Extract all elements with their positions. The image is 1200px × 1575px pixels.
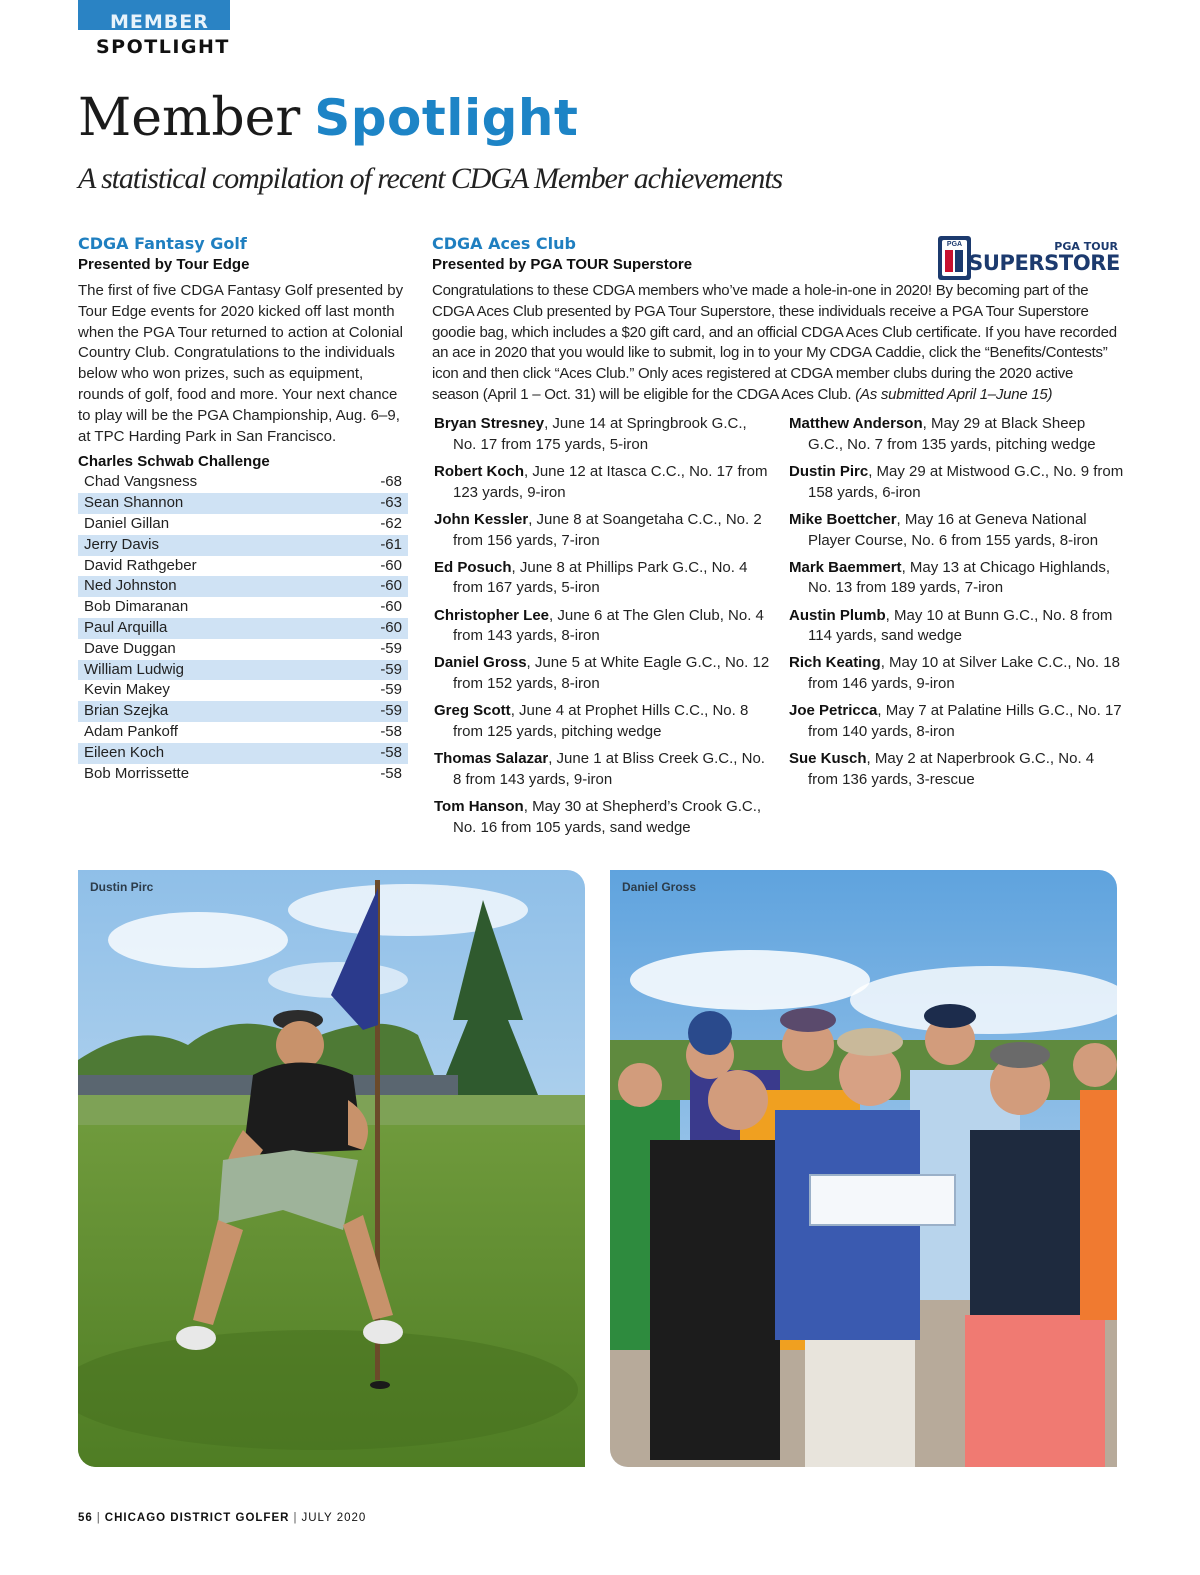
list-item bbox=[434, 749, 774, 791]
list-item bbox=[434, 606, 774, 648]
table-row bbox=[78, 618, 408, 639]
player-score: -60 bbox=[380, 618, 402, 636]
page-title bbox=[78, 88, 578, 148]
player-score: -58 bbox=[380, 722, 402, 740]
player-name: Bob Morrissette bbox=[84, 764, 190, 782]
ace-name: Dustin Pirc bbox=[789, 462, 869, 480]
player-name: Ned Johnston bbox=[84, 577, 177, 595]
aces-club-title: CDGA Aces Club bbox=[432, 234, 576, 253]
list-item bbox=[434, 558, 774, 600]
aces-column-1 bbox=[434, 414, 774, 845]
player-score: -59 bbox=[380, 639, 402, 657]
photo-daniel-gross bbox=[610, 870, 1117, 1467]
ace-detail: , June 5 at White Eagle G.C., No. 12 from 152 yards, 8-iron bbox=[453, 654, 770, 693]
title-part-member: Member bbox=[78, 88, 301, 148]
player-name: David Rathgeber bbox=[84, 556, 197, 574]
photo-group-certificate bbox=[610, 870, 1117, 1467]
player-name: Sean Shannon bbox=[84, 494, 184, 512]
ace-detail: , June 1 at Bliss Creek G.C., No. 8 from 143 yards, 9-iron bbox=[453, 750, 765, 789]
player-name: Jerry Davis bbox=[84, 535, 160, 553]
photo-caption-1: Dustin Pirc bbox=[90, 880, 154, 894]
logo-text-superstore: SUPERSTORE bbox=[968, 251, 1120, 275]
list-item bbox=[789, 558, 1124, 600]
ace-detail: , June 8 at Phillips Park G.C., No. 4 from 167 yards, 5-iron bbox=[453, 558, 748, 597]
player-name: Paul Arquilla bbox=[84, 618, 168, 636]
ace-detail: , May 10 at Bunn G.C., No. 8 from 114 yards, sand wedge bbox=[808, 606, 1113, 645]
player-score: -59 bbox=[380, 660, 402, 678]
logo-text-pga-tour: PGA TOUR bbox=[1054, 240, 1118, 253]
player-name: Adam Pankoff bbox=[84, 722, 178, 740]
photo-caption-2: Daniel Gross bbox=[622, 880, 697, 894]
ace-name: Mike Boettcher bbox=[789, 510, 897, 528]
player-name: Daniel Gillan bbox=[84, 514, 170, 532]
section-tag-line2: SPOTLIGHT bbox=[96, 36, 230, 58]
page-subtitle: A statistical compilation of recent CDGA Member achievements bbox=[78, 162, 783, 195]
section-tag-line1: MEMBER bbox=[110, 11, 209, 33]
fantasy-golf-title: CDGA Fantasy Golf bbox=[78, 234, 247, 253]
player-score: -59 bbox=[380, 681, 402, 699]
ace-name: Daniel Gross bbox=[434, 654, 527, 672]
ace-name: Robert Koch bbox=[434, 462, 524, 480]
player-name: Bob Dimaranan bbox=[84, 598, 189, 616]
player-score: -60 bbox=[380, 598, 402, 616]
ace-detail: , June 14 at Springbrook G.C., No. 17 from 175 yards, 5-iron bbox=[453, 415, 747, 453]
ace-detail: , May 30 at Shepherd’s Crook G.C., No. 16 from 105 yards, sand wedge bbox=[453, 798, 762, 836]
player-score: -60 bbox=[380, 577, 402, 595]
table-row bbox=[78, 743, 408, 764]
ace-name: Matthew Anderson bbox=[789, 415, 923, 432]
challenge-title: Charles Schwab Challenge bbox=[78, 453, 270, 471]
player-name: Chad Vangsness bbox=[84, 473, 198, 491]
table-row bbox=[78, 701, 408, 722]
ace-name: Ed Posuch bbox=[434, 558, 512, 576]
list-item bbox=[434, 701, 774, 743]
player-name: Brian Szejka bbox=[84, 702, 169, 720]
ace-name: Bryan Stresney bbox=[434, 415, 545, 432]
ace-detail: , May 29 at Black Sheep G.C., No. 7 from 135 yards, pitching wedge bbox=[808, 415, 1096, 453]
table-row bbox=[78, 472, 408, 493]
list-item bbox=[789, 510, 1124, 552]
table-row bbox=[78, 493, 408, 514]
ace-name: Thomas Salazar bbox=[434, 750, 549, 768]
player-score: -58 bbox=[380, 764, 402, 782]
results-table bbox=[78, 472, 408, 784]
ace-name: Austin Plumb bbox=[789, 606, 886, 624]
photo-dustin-pirc bbox=[78, 870, 585, 1467]
ace-detail: , June 4 at Prophet Hills C.C., No. 8 from 125 yards, pitching wedge bbox=[453, 702, 749, 741]
list-item bbox=[434, 797, 774, 839]
list-item bbox=[789, 653, 1124, 695]
ace-detail: , May 2 at Naperbrook G.C., No. 4 from 136 yards, 3-rescue bbox=[808, 750, 1095, 789]
table-row bbox=[78, 576, 408, 597]
ace-detail: , June 6 at The Glen Club, No. 4 from 143 yards, 8-iron bbox=[453, 606, 764, 645]
fantasy-golf-section bbox=[78, 234, 408, 784]
player-name: Dave Duggan bbox=[84, 639, 176, 657]
ace-detail: , May 10 at Silver Lake C.C., No. 18 from 146 yards, 9-iron bbox=[808, 654, 1120, 693]
list-item bbox=[434, 510, 774, 552]
player-name: William Ludwig bbox=[84, 660, 185, 678]
ace-name: John Kessler bbox=[434, 510, 529, 528]
list-item bbox=[789, 749, 1124, 791]
player-name: Kevin Makey bbox=[84, 681, 170, 699]
player-name: Eileen Koch bbox=[84, 743, 165, 761]
ace-name: Greg Scott bbox=[434, 702, 511, 720]
ace-name: Joe Petricca bbox=[789, 702, 878, 720]
section-tag-banner bbox=[78, 0, 230, 33]
list-item bbox=[434, 462, 774, 504]
ace-detail: , June 8 at Soangetaha C.C., No. 2 from 156 yards, 7-iron bbox=[453, 510, 762, 549]
player-score: -63 bbox=[380, 494, 402, 512]
player-score: -61 bbox=[380, 535, 402, 553]
player-score: -62 bbox=[380, 514, 402, 532]
table-row bbox=[78, 764, 408, 785]
aces-column-2 bbox=[789, 414, 1124, 797]
pga-shield-text: PGA bbox=[946, 241, 963, 248]
list-item bbox=[789, 701, 1124, 743]
ace-name: Sue Kusch bbox=[789, 750, 867, 768]
fantasy-golf-sponsor: Presented by Tour Edge bbox=[78, 256, 250, 273]
table-row bbox=[78, 639, 408, 660]
table-row bbox=[78, 660, 408, 681]
player-score: -58 bbox=[380, 743, 402, 761]
ace-name: Mark Baemmert bbox=[789, 558, 902, 576]
ace-detail: , May 16 at Geneva National Player Course, No. 6 from 155 yards, 8-iron bbox=[808, 510, 1099, 549]
ace-detail: , May 7 at Palatine Hills G.C., No. 17 from 140 yards, 8-iron bbox=[808, 702, 1122, 741]
list-item bbox=[789, 462, 1124, 504]
player-score: -59 bbox=[380, 702, 402, 720]
page-footer: 56 | CHICAGO DISTRICT GOLFER | JULY 2020 bbox=[78, 1512, 367, 1524]
ace-detail: , June 12 at Itasca C.C., No. 17 from 123 yards, 9-iron bbox=[453, 462, 768, 501]
pga-shield-icon bbox=[938, 236, 971, 280]
list-item bbox=[434, 653, 774, 695]
issue-date: JULY 2020 bbox=[301, 1512, 367, 1524]
table-row bbox=[78, 514, 408, 535]
ace-name: Rich Keating bbox=[789, 654, 881, 672]
page-number: 56 bbox=[78, 1512, 93, 1524]
fantasy-golf-intro: The first of five CDGA Fantasy Golf presented by Tour Edge events for 2020 kicked off last month when the PGA Tour returned to action at Colonial Country Club. Congratulations to the individuals below who won prizes, such as equipment, rounds of golf, food and more. Your next chance to play will be the PGA Championship, Aug. 6–9, at TPC Harding Park in San Francisco. bbox=[78, 282, 404, 445]
ace-detail: , May 29 at Mistwood G.C., No. 9 from 158 yards, 6-iron bbox=[808, 462, 1124, 501]
magazine-name: CHICAGO DISTRICT GOLFER bbox=[104, 1512, 290, 1524]
list-item bbox=[789, 414, 1124, 456]
ace-name: Tom Hanson bbox=[434, 798, 524, 816]
list-item bbox=[789, 606, 1124, 648]
table-row bbox=[78, 680, 408, 701]
table-row bbox=[78, 556, 408, 577]
player-score: -68 bbox=[380, 473, 402, 491]
aces-intro-text: Congratulations to these CDGA members who’ve made a hole-in-one in 2020! By becoming part of the CDGA Aces Club presented by PGA Tour Superstore, these individuals receive a PGA Tour Superstore goodie bag, which includes a $20 gift card, and an official CDGA Aces Club certificate. If you have recorded an ace in 2020 that you would like to submit, log in to your My CDGA Caddie, click the “Benefits/Contests” icon and then click “Aces Club.” Only aces registered at CDGA member clubs during the 2020 active season (April 1 – Oct. 31) will be eligible for the CDGA Aces Club. bbox=[432, 282, 1117, 403]
ace-detail: , May 13 at Chicago Highlands, No. 13 from 189 yards, 7-iron bbox=[808, 558, 1111, 597]
aces-intro-note: (As submitted April 1–June 15) bbox=[855, 385, 1053, 403]
player-score: -60 bbox=[380, 556, 402, 574]
aces-club-sponsor: Presented by PGA TOUR Superstore bbox=[432, 256, 693, 273]
table-row bbox=[78, 597, 408, 618]
list-item bbox=[434, 414, 774, 456]
ace-name: Christopher Lee bbox=[434, 606, 550, 624]
aces-club-intro bbox=[432, 281, 1118, 406]
table-row bbox=[78, 722, 408, 743]
title-part-spotlight: Spotlight bbox=[314, 89, 579, 147]
table-row bbox=[78, 535, 408, 556]
photo-golfer-flag bbox=[78, 870, 585, 1467]
pga-tour-superstore-logo bbox=[938, 234, 1120, 282]
